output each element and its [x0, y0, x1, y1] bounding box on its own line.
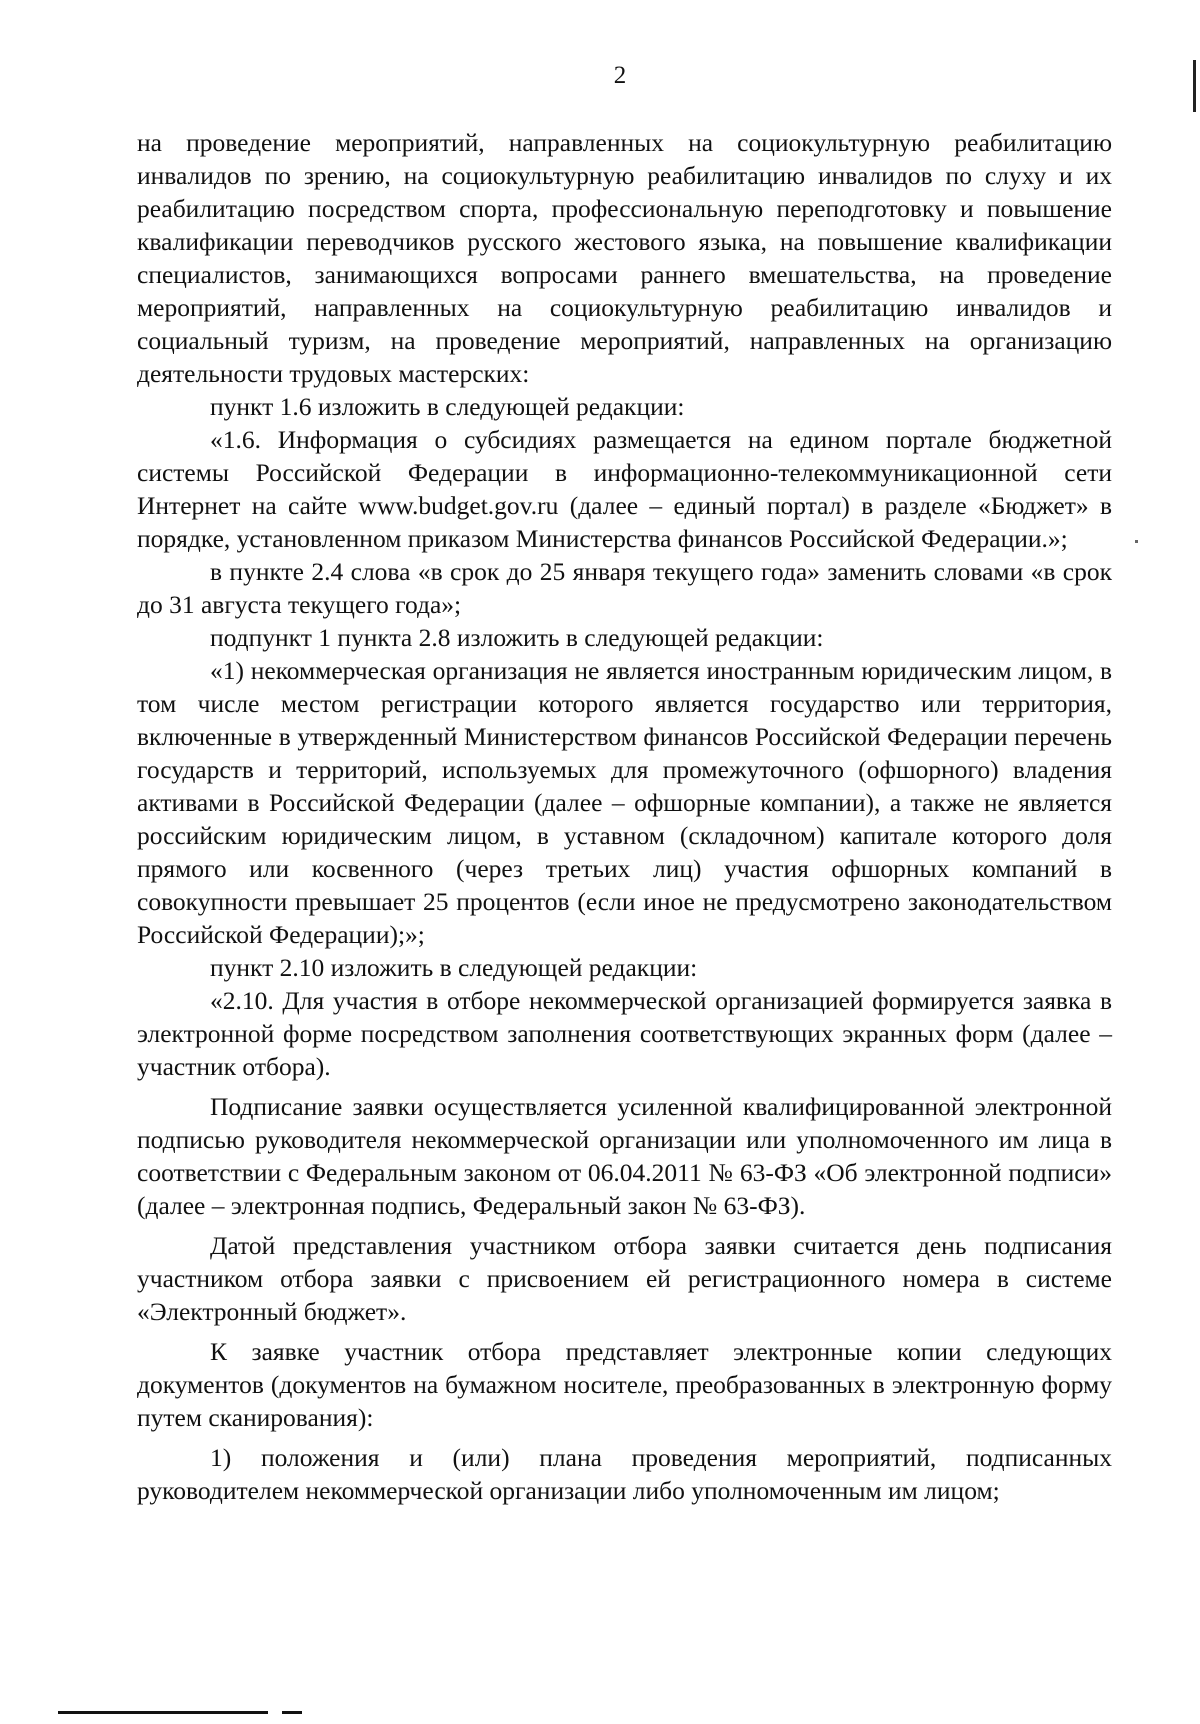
paragraph-amendment-2-8-intro: подпункт 1 пункта 2.8 изложить в следующей редакции: [210, 623, 824, 652]
paragraph-amendment-1-6-intro: пункт 1.6 изложить в следующей редакции: [210, 392, 685, 421]
footer-rule [58, 1711, 268, 1714]
paragraph-clause-2-10: «2.10. Для участия в отборе некоммерческой организацией формируется заявка в электронной форме посредством заполнения соответствующих экранных форм (далее – участник отбора). [137, 986, 1112, 1081]
footer-rule-fragment [282, 1711, 302, 1714]
paragraph-continuation: на проведение мероприятий, направленных на социокультурную реабилитацию инвалидов по зрению, на социокультурную реабилитацию инвалидов по слуху и их реабилитацию посредством спорта, профессиональную переподготовку и повышение квалификации переводчиков русского жестового языка, на повышение квалификации специалистов, занимающихся вопросами раннего вмешательства, на проведение мероприятий, направленных на социокультурную реабилитацию инвалидов и социальный туризм, на проведение мероприятий, направленных на организацию деятельности трудовых мастерских: [137, 128, 1112, 388]
paragraph-clause-1-6: «1.6. Информация о субсидиях размещается на едином портале бюджетной системы Российской Федерации в информационно-телекоммуникационной сети Интернет на сайте www.budget.gov.ru (далее – единый портал) в разделе «Бюджет» в порядке, установленном приказом Министерства финансов Российской Федерации.»; [137, 425, 1112, 553]
paragraph-amendment-2-10-intro: пункт 2.10 изложить в следующей редакции: [210, 953, 698, 982]
paragraph-attachment-1: 1) положения и (или) плана проведения мероприятий, подписанных руководителем некоммерческой организации либо уполномоченным им лицом; [137, 1443, 1112, 1505]
page-number: 2 [613, 62, 627, 89]
paragraph-clause-2-8-1: «1) некоммерческая организация не является иностранным юридическим лицом, в том числе местом регистрации которого является государство или территория, включенные в утвержденный Министерством финансов Российской Федерации перечень государств и территорий, используемых для промежуточного (офшорного) владения активами в Российской Федерации (далее – офшорные компании), а также не является российским юридическим лицом, в уставном (складочном) капитале которого доля прямого или косвенного (через третьих лиц) участия офшорных компаний в совокупности превышает 25 процентов (если иное не предусмотрено законодательством Российской Федерации);»; [137, 656, 1112, 949]
paragraph-clause-2-4: в пункте 2.4 слова «в срок до 25 января текущего года» заменить словами «в срок до 31 августа текущего года»; [137, 557, 1112, 619]
document-body [137, 126, 1112, 1507]
paragraph-submission-date: Датой представления участником отбора заявки считается день подписания участником отбора заявки с присвоением ей регистрационного номера в системе «Электронный бюджет». [137, 1231, 1112, 1326]
scan-speck [1135, 540, 1138, 543]
paragraph-attachments-intro: К заявке участник отбора представляет электронные копии следующих документов (документов на бумажном носителе, преобразованных в электронную форму путем сканирования): [137, 1337, 1112, 1432]
paragraph-signature: Подписание заявки осуществляется усиленной квалифицированной электронной подписью руководителя некоммерческой организации или уполномоченного им лица в соответствии с Федеральным законом от 06.04.2011 № 63-ФЗ «Об электронной подписи» (далее – электронная подпись, Федеральный закон № 63-ФЗ). [137, 1092, 1112, 1220]
